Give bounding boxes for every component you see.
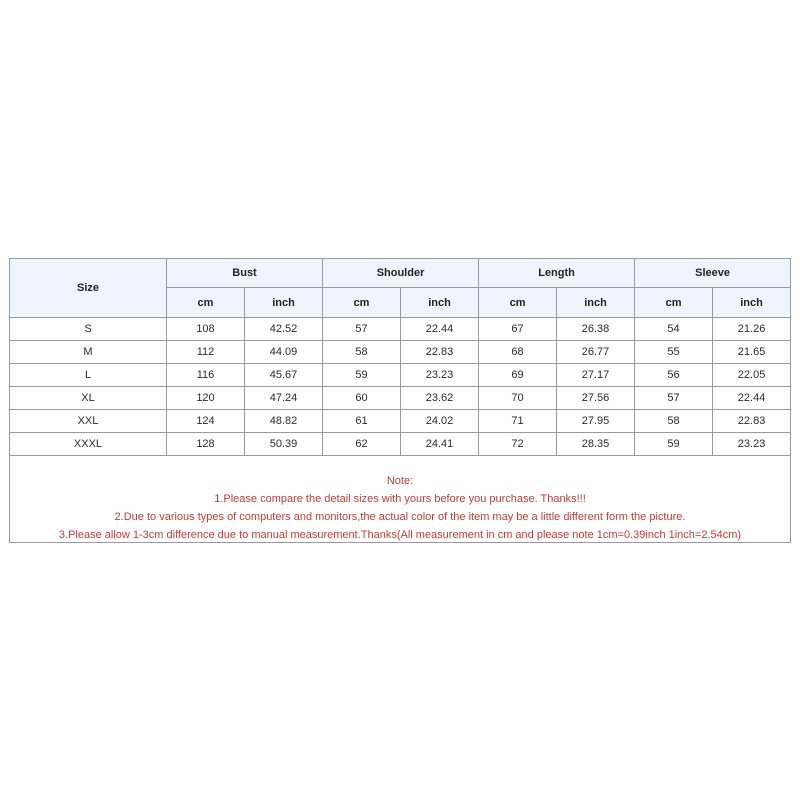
measure-cell: 71 bbox=[479, 410, 557, 433]
size-cell: XXL bbox=[10, 410, 167, 433]
measure-cell: 68 bbox=[479, 341, 557, 364]
notes bbox=[10, 472, 790, 544]
measure-cell: 27.56 bbox=[557, 387, 635, 410]
group-header-sleeve: Sleeve bbox=[635, 259, 791, 288]
measure-cell: 21.26 bbox=[713, 318, 791, 341]
measure-cell: 57 bbox=[323, 318, 401, 341]
measure-cell: 55 bbox=[635, 341, 713, 364]
measure-cell: 108 bbox=[167, 318, 245, 341]
table-row bbox=[10, 364, 791, 387]
measure-cell: 22.83 bbox=[401, 341, 479, 364]
measure-cell: 26.38 bbox=[557, 318, 635, 341]
measure-cell: 21.65 bbox=[713, 341, 791, 364]
unit-header: inch bbox=[713, 288, 791, 318]
unit-header: cm bbox=[323, 288, 401, 318]
measure-cell: 23.23 bbox=[401, 364, 479, 387]
measure-cell: 58 bbox=[635, 410, 713, 433]
measure-cell: 22.44 bbox=[713, 387, 791, 410]
measure-cell: 116 bbox=[167, 364, 245, 387]
table-row bbox=[10, 433, 791, 456]
size-cell: XXXL bbox=[10, 433, 167, 456]
unit-header: cm bbox=[479, 288, 557, 318]
size-cell: XL bbox=[10, 387, 167, 410]
measure-cell: 120 bbox=[167, 387, 245, 410]
table-row bbox=[10, 410, 791, 433]
measure-cell: 23.62 bbox=[401, 387, 479, 410]
size-chart bbox=[9, 258, 791, 543]
measure-cell: 54 bbox=[635, 318, 713, 341]
measure-cell: 27.17 bbox=[557, 364, 635, 387]
measure-cell: 24.02 bbox=[401, 410, 479, 433]
measure-cell: 22.44 bbox=[401, 318, 479, 341]
measure-cell: 47.24 bbox=[245, 387, 323, 410]
measure-cell: 44.09 bbox=[245, 341, 323, 364]
measure-cell: 69 bbox=[479, 364, 557, 387]
unit-header: cm bbox=[167, 288, 245, 318]
size-cell: S bbox=[10, 318, 167, 341]
measure-cell: 45.67 bbox=[245, 364, 323, 387]
measure-cell: 24.41 bbox=[401, 433, 479, 456]
measure-cell: 72 bbox=[479, 433, 557, 456]
group-header-bust: Bust bbox=[167, 259, 323, 288]
measure-cell: 60 bbox=[323, 387, 401, 410]
size-header: Size bbox=[10, 259, 167, 318]
measure-cell: 22.05 bbox=[713, 364, 791, 387]
note-line-3: 3.Please allow 1-3cm difference due to manual measurement.Thanks(All measurement in cm and please note 1cm=0.39inch 1inch=2.54cm) bbox=[58, 529, 742, 541]
measure-cell: 26.77 bbox=[557, 341, 635, 364]
measure-cell: 128 bbox=[167, 433, 245, 456]
measure-cell: 61 bbox=[323, 410, 401, 433]
measure-cell: 22.83 bbox=[713, 410, 791, 433]
measure-cell: 27.95 bbox=[557, 410, 635, 433]
measure-cell: 50.39 bbox=[245, 433, 323, 456]
group-header-length: Length bbox=[479, 259, 635, 288]
measure-cell: 48.82 bbox=[245, 410, 323, 433]
note-line-1: 1.Please compare the detail sizes with yours before you purchase. Thanks!!! bbox=[214, 493, 586, 505]
unit-header: inch bbox=[401, 288, 479, 318]
measure-cell: 59 bbox=[635, 433, 713, 456]
group-header-shoulder: Shoulder bbox=[323, 259, 479, 288]
measure-cell: 58 bbox=[323, 341, 401, 364]
measure-cell: 62 bbox=[323, 433, 401, 456]
measure-cell: 67 bbox=[479, 318, 557, 341]
group-header-row bbox=[10, 259, 791, 288]
size-cell: L bbox=[10, 364, 167, 387]
measure-cell: 112 bbox=[167, 341, 245, 364]
table-row bbox=[10, 387, 791, 410]
measure-cell: 56 bbox=[635, 364, 713, 387]
measure-cell: 57 bbox=[635, 387, 713, 410]
unit-header: cm bbox=[635, 288, 713, 318]
measure-cell: 42.52 bbox=[245, 318, 323, 341]
note-line-2: 2.Due to various types of computers and monitors,the actual color of the item may be a little different form the picture. bbox=[114, 511, 686, 523]
unit-header: inch bbox=[245, 288, 323, 318]
table-row bbox=[10, 318, 791, 341]
measure-cell: 28.35 bbox=[557, 433, 635, 456]
unit-header: inch bbox=[557, 288, 635, 318]
table-row bbox=[10, 341, 791, 364]
measure-cell: 70 bbox=[479, 387, 557, 410]
measure-cell: 59 bbox=[323, 364, 401, 387]
size-table bbox=[9, 258, 791, 456]
measure-cell: 23.23 bbox=[713, 433, 791, 456]
size-cell: M bbox=[10, 341, 167, 364]
note-title: Note: bbox=[386, 475, 414, 487]
measure-cell: 124 bbox=[167, 410, 245, 433]
